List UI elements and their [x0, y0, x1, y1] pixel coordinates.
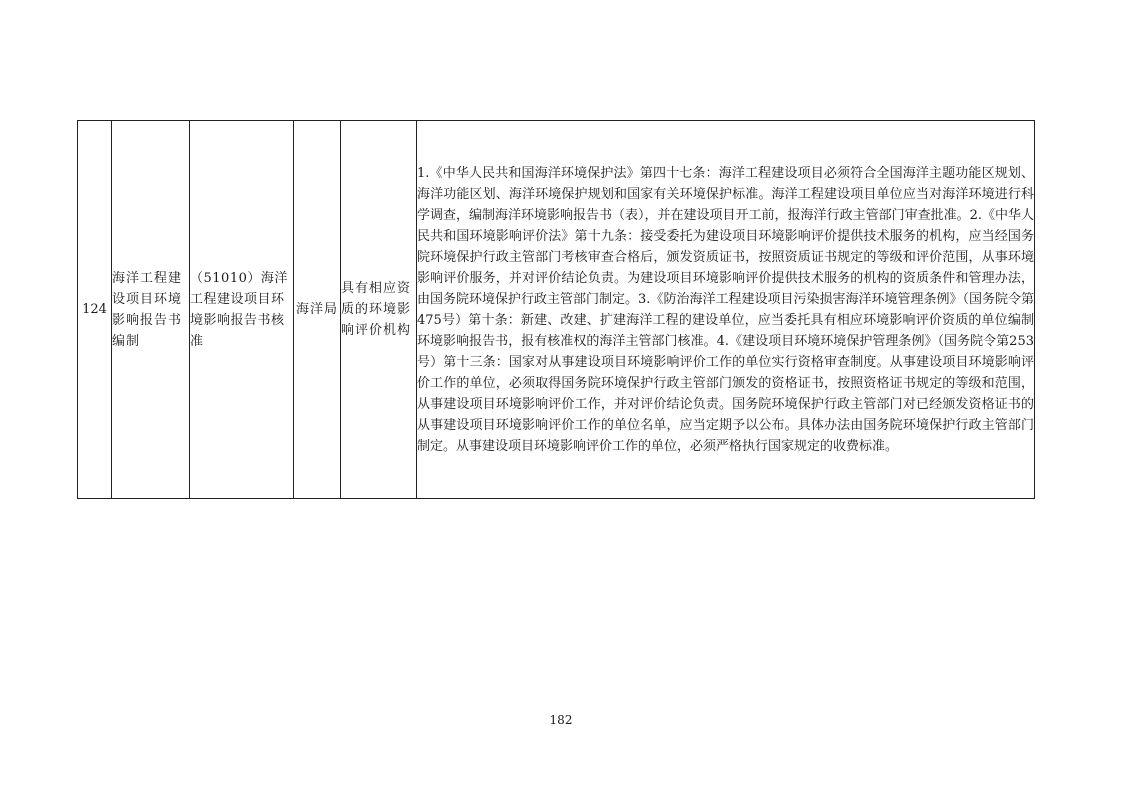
item-table [77, 120, 1035, 499]
table-row [78, 121, 1035, 499]
implementing-body-cell: 具有相应资质的环境影响评价机构 [341, 121, 417, 499]
row-number-cell: 124 [78, 121, 112, 499]
department-cell: 海洋局 [294, 121, 341, 499]
item-name-cell: 海洋工程建设项目环境影响报告书编制 [112, 121, 190, 499]
item-code-cell: （51010）海洋工程建设项目环境影响报告书核准 [190, 121, 294, 499]
page-number: 182 [549, 713, 573, 727]
legal-basis-cell: 1.《中华人民共和国海洋环境保护法》第四十七条：海洋工程建设项目必须符合全国海洋主题功能区规划、海洋功能区划、海洋环境保护规划和国家有关环境保护标准。海洋工程建设项目单位应当对海洋环境进行科学调查，编制海洋环境影响报告书（表），并在建设项目开工前，报海洋行政主管部门审查批准。2.《中华人民共和国环境影响评价法》第十九条：接受委托为建设项目环境影响评价提供技术服务的机构，应当经国务院环境保护行政主管部门考核审查合格后，颁发资质证书，按照资质证书规定的等级和评价范围，从事环境影响评价服务，并对评价结论负责。为建设项目环境影响评价提供技术服务的机构的资质条件和管理办法，由国务院环境保护行政主管部门制定。3.《防治海洋工程建设项目污染损害海洋环境管理条例》（国务院令第475号）第十条：新建、改建、扩建海洋工程的建设单位，应当委托具有相应环境影响评价资质的单位编制环境影响报告书，报有核准权的海洋主管部门核准。4.《建设项目环境环境保护管理条例》（国务院令第253号）第十三条：国家对从事建设项目环境影响评价工作的单位实行资格审查制度。从事建设项目环境影响评价工作的单位，必须取得国务院环境保护行政主管部门颁发的资格证书，按照资格证书规定的等级和范围，从事建设项目环境影响评价工作，并对评价结论负责。国务院环境保护行政主管部门对已经颁发资格证书的从事建设项目环境影响评价工作的单位名单，应当定期予以公布。具体办法由国务院环境保护行政主管部门制定。从事建设项目环境影响评价工作的单位，必须严格执行国家规定的收费标准。 [417, 121, 1035, 499]
